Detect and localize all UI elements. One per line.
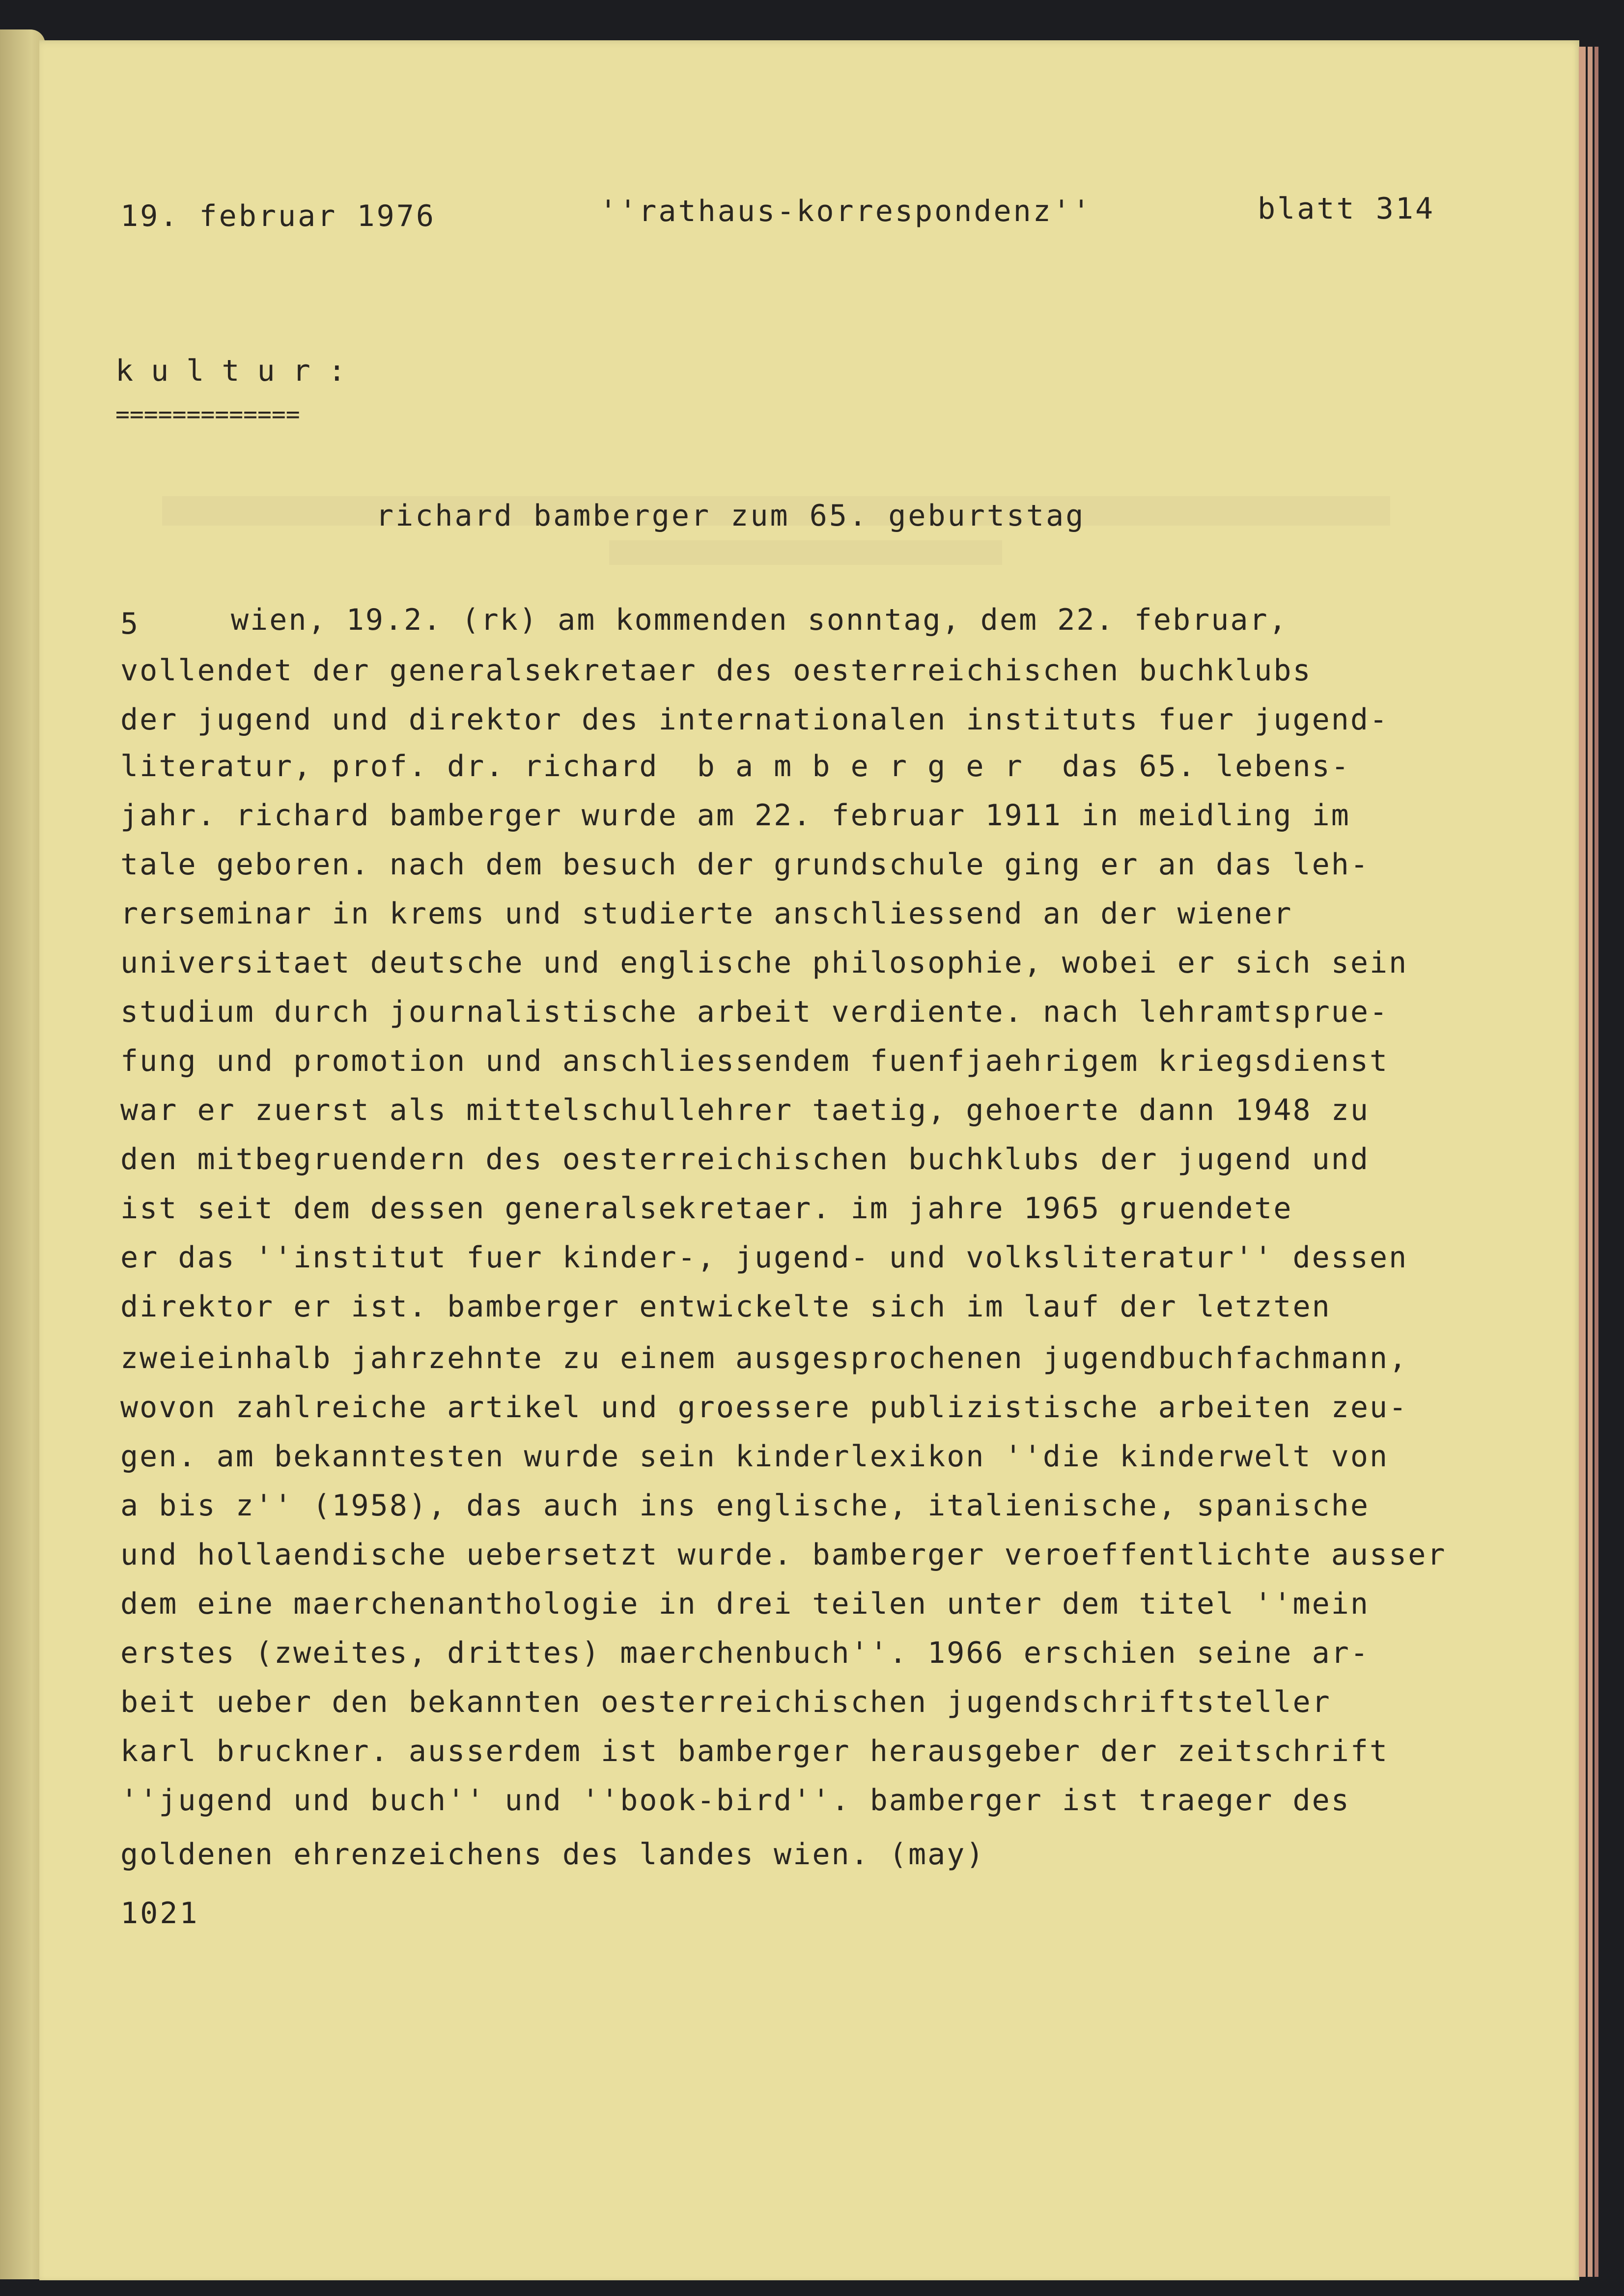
body-line: fung und promotion und anschliessendem fuenfjaehrigem kriegsdienst (120, 1044, 1389, 1078)
page-stack-edge (1588, 47, 1593, 2277)
body-line: rerseminar in krems und studierte anschliessend an der wiener (120, 896, 1293, 931)
body-line: universitaet deutsche und englische philosophie, wobei er sich sein (120, 946, 1408, 980)
body-line: ''jugend und buch'' und ''book-bird''. bamberger ist traeger des (120, 1783, 1350, 1818)
body-line: erstes (zweites, drittes) maerchenbuch''. 1966 erschien seine ar- (120, 1636, 1370, 1670)
footer-code: 1021 (120, 1896, 199, 1931)
body-line: den mitbegruendern des oesterreichischen buchklubs der jugend und (120, 1142, 1370, 1176)
header-source: ''rathaus-korrespondenz'' (599, 194, 1092, 228)
body-line: war er zuerst als mittelschullehrer taetig, gehoerte dann 1948 zu (120, 1093, 1370, 1127)
body-line: goldenen ehrenzeichens des landes wien. (may) (120, 1837, 985, 1872)
body-line: wovon zahlreiche artikel und groessere publizistische arbeiten zeu- (120, 1390, 1408, 1425)
article-headline: richard bamberger zum 65. geburtstag (376, 499, 1086, 533)
line-number: 5 (120, 607, 140, 641)
body-line: gen. am bekanntesten wurde sein kinderlexikon ''die kinderwelt von (120, 1439, 1389, 1474)
page-stack-edge (1579, 47, 1586, 2277)
body-line: beit ueber den bekannten oesterreichischen jugendschriftsteller (120, 1685, 1331, 1719)
section-underline: ============= (115, 401, 300, 428)
body-line: studium durch journalistische arbeit verdiente. nach lehramtsprue- (120, 995, 1389, 1029)
body-line: der jugend und direktor des internationalen instituts fuer jugend- (120, 702, 1389, 737)
body-line: und hollaendische uebersetzt wurde. bamberger veroeffentlichte ausser (120, 1538, 1447, 1572)
page-stack-edge (1595, 47, 1598, 2277)
body-line: dem eine maerchenanthologie in drei teilen unter dem titel ''mein (120, 1587, 1370, 1621)
bleed-through-shadow (609, 540, 1002, 565)
section-title: kultur: (115, 354, 364, 388)
body-line: tale geboren. nach dem besuch der grundschule ging er an das leh- (120, 847, 1370, 882)
body-line: vollendet der generalsekretaer des oesterreichischen buchklubs (120, 653, 1312, 688)
body-line: karl bruckner. ausserdem ist bamberger herausgeber der zeitschrift (120, 1734, 1389, 1768)
header-date: 19. februar 1976 (120, 199, 436, 233)
body-line: zweieinhalb jahrzehnte zu einem ausgesprochenen jugendbuchfachmann, (120, 1341, 1408, 1375)
body-line: literatur, prof. dr. richard b a m b e r g e r das 65. lebens- (120, 749, 1350, 784)
header-sheet-number: blatt 314 (1258, 192, 1435, 226)
body-line: ist seit dem dessen generalsekretaer. im jahre 1965 gruendete (120, 1191, 1293, 1226)
facing-page-edge (0, 29, 45, 2279)
body-line: direktor er ist. bamberger entwickelte sich im lauf der letzten (120, 1289, 1331, 1324)
body-line: a bis z'' (1958), das auch ins englische, italienische, spanische (120, 1488, 1370, 1523)
body-line: er das ''institut fuer kinder-, jugend- und volksliteratur'' dessen (120, 1240, 1408, 1275)
body-line: jahr. richard bamberger wurde am 22. februar 1911 in meidling im (120, 798, 1350, 833)
body-line: wien, 19.2. (rk) am kommenden sonntag, dem 22. februar, (231, 603, 1288, 637)
